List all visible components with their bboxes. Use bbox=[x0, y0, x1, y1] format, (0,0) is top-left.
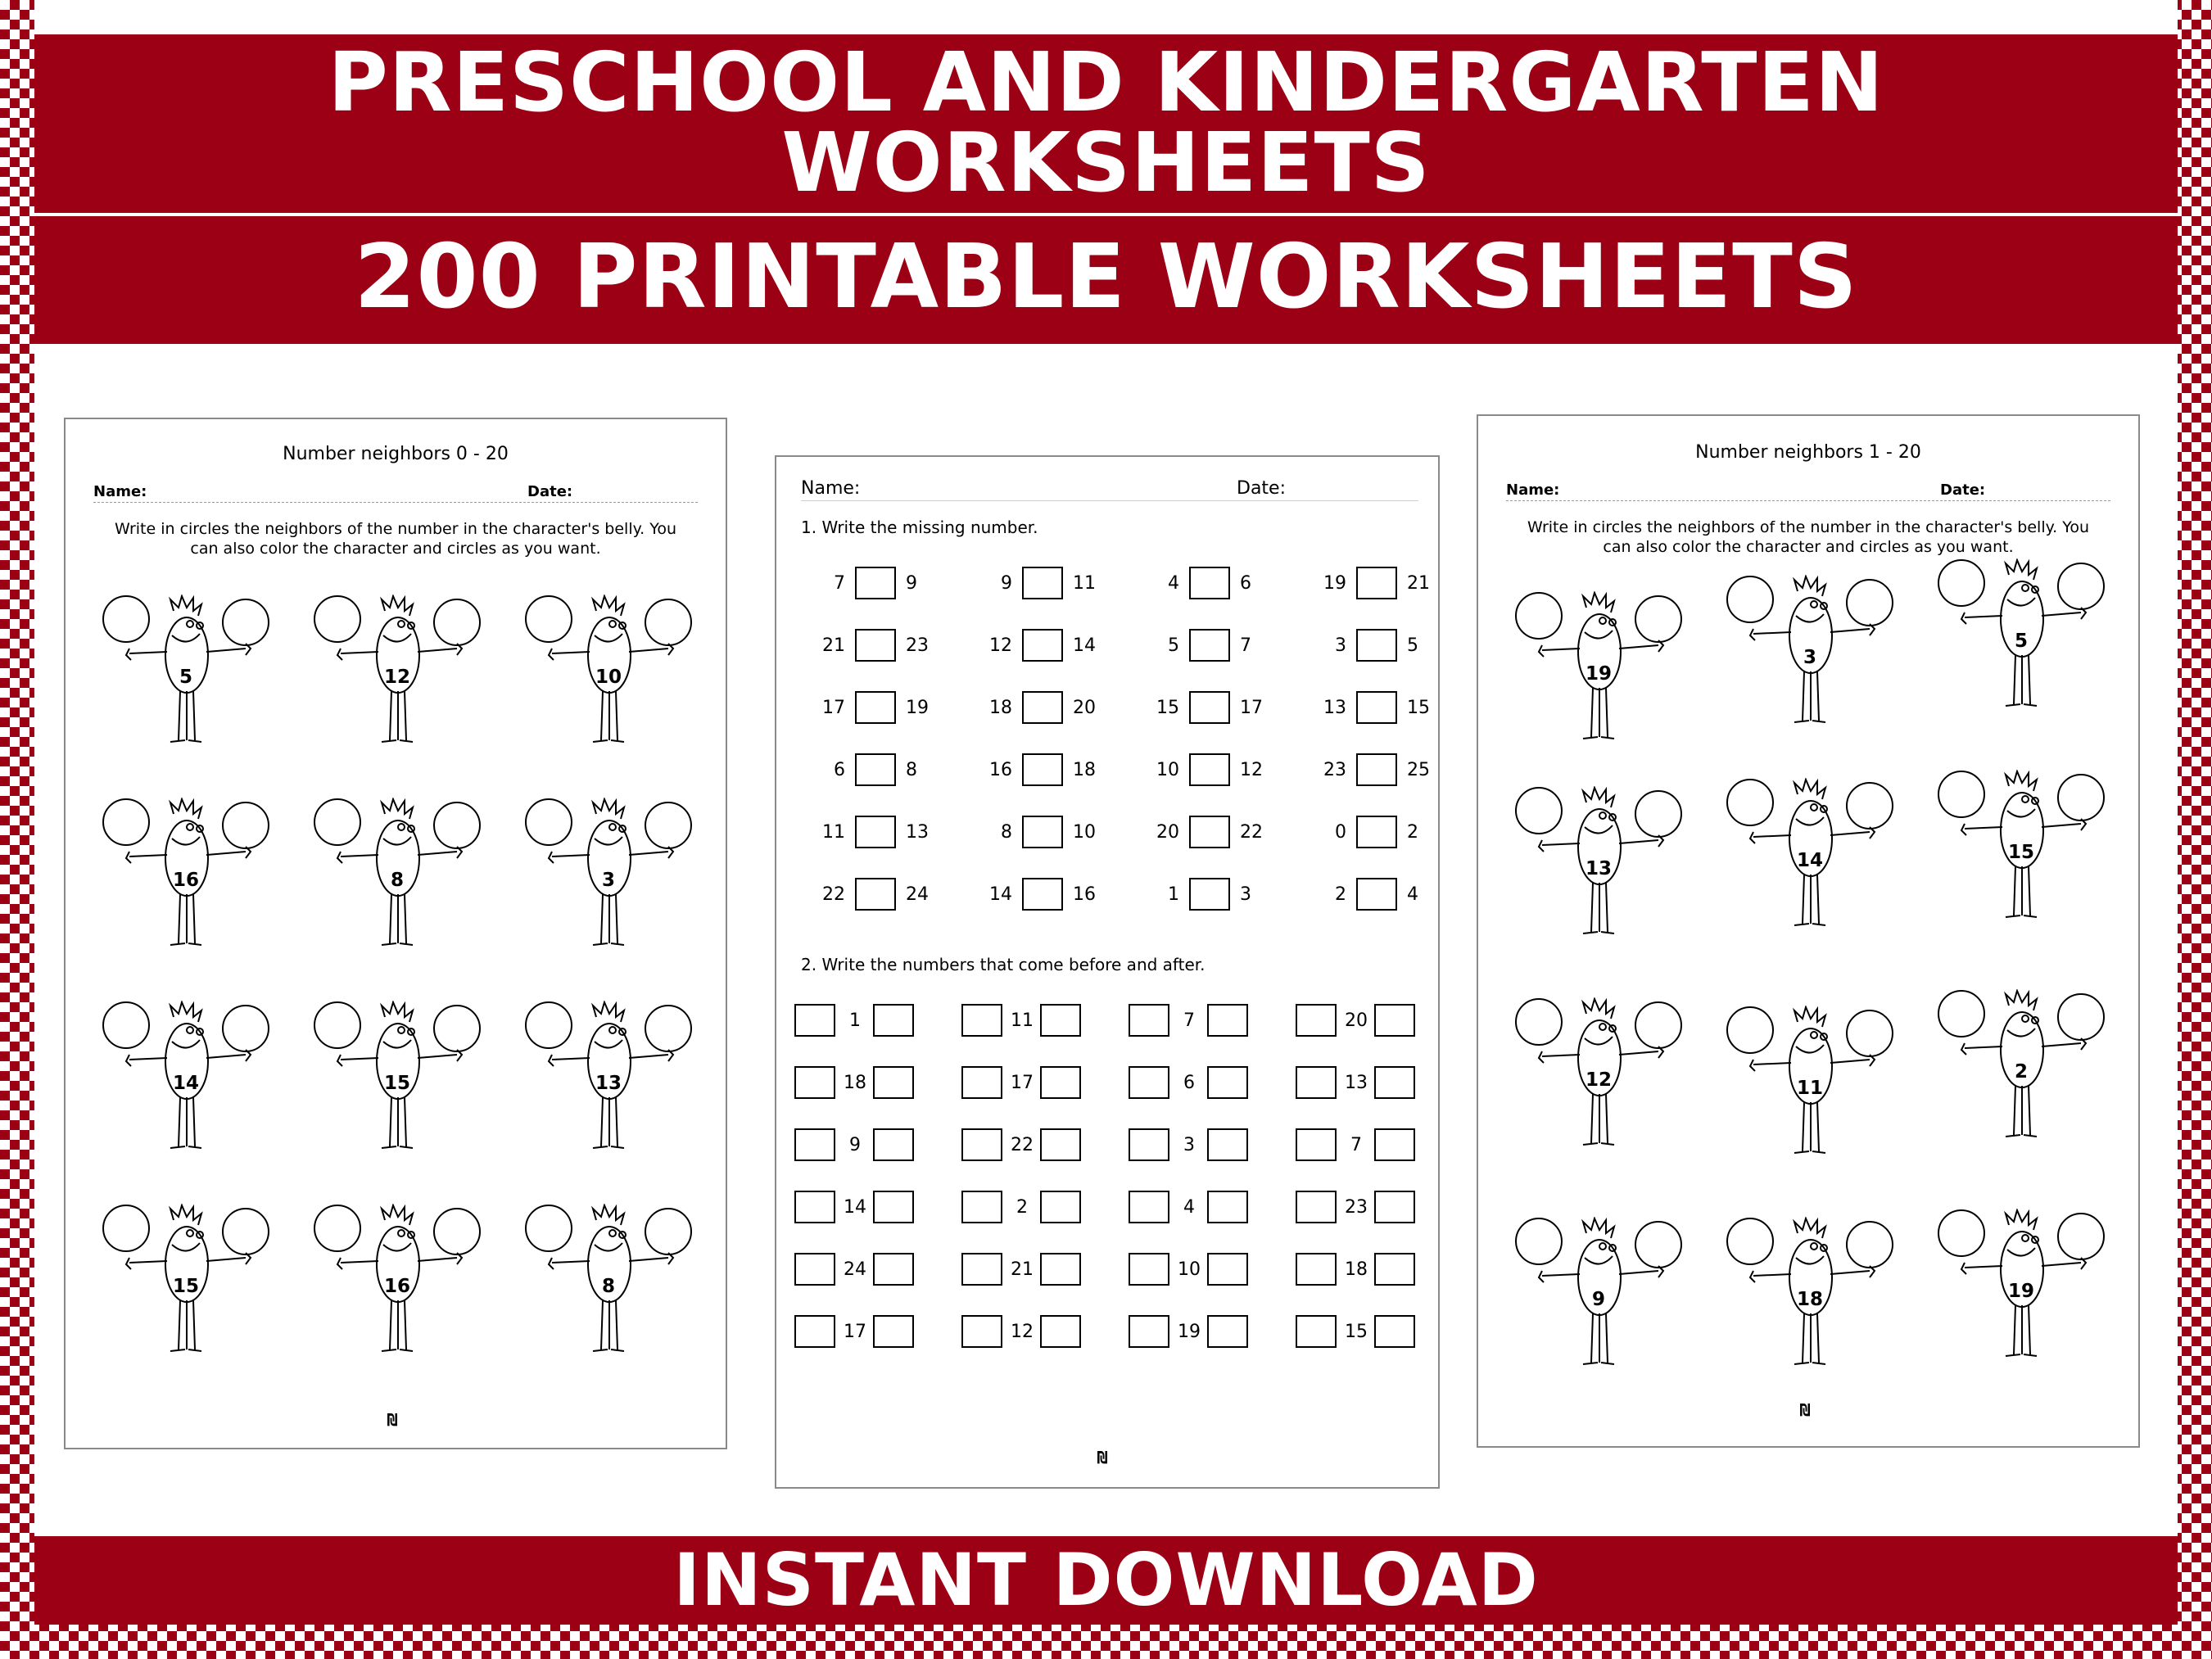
character-figure bbox=[313, 1204, 482, 1359]
before-box[interactable] bbox=[1129, 1253, 1169, 1286]
question-1: 1. Write the missing number. bbox=[801, 518, 1038, 537]
center-number: 7 bbox=[1183, 1010, 1195, 1031]
left-number: 17 bbox=[822, 698, 845, 718]
center-number: 17 bbox=[1011, 1073, 1034, 1093]
missing-number-item bbox=[796, 629, 929, 662]
after-box[interactable] bbox=[1207, 1128, 1248, 1161]
character-figure bbox=[313, 1001, 482, 1156]
title-line-2: WORKSHEETS bbox=[781, 115, 1431, 210]
right-number: 14 bbox=[1073, 635, 1096, 656]
character-figure bbox=[524, 594, 693, 750]
answer-box[interactable] bbox=[855, 816, 896, 848]
worksheet-middle bbox=[775, 455, 1440, 1489]
before-box[interactable] bbox=[1296, 1253, 1337, 1286]
after-box[interactable] bbox=[873, 1315, 914, 1348]
missing-number-item bbox=[963, 878, 1096, 911]
missing-number-item bbox=[963, 816, 1096, 848]
missing-number-item bbox=[1297, 753, 1430, 786]
center-number: 10 bbox=[1178, 1259, 1201, 1280]
date-label: Date: bbox=[527, 483, 573, 500]
before-box[interactable] bbox=[1296, 1004, 1337, 1037]
left-number: 20 bbox=[1156, 822, 1179, 843]
before-after-item bbox=[1296, 1253, 1418, 1286]
right-number: 3 bbox=[1240, 884, 1251, 905]
character-figure bbox=[1514, 997, 1683, 1153]
answer-box[interactable] bbox=[1022, 753, 1063, 786]
left-number: 21 bbox=[822, 635, 845, 656]
center-number: 4 bbox=[1183, 1197, 1195, 1218]
after-box[interactable] bbox=[1207, 1253, 1248, 1286]
belly-number: 2 bbox=[2014, 1061, 2028, 1083]
right-number: 23 bbox=[906, 635, 929, 656]
date-label: Date: bbox=[1237, 478, 1286, 499]
character-figure bbox=[524, 1204, 693, 1359]
missing-number-item bbox=[1130, 878, 1253, 911]
answer-box[interactable] bbox=[1356, 878, 1397, 911]
left-number: 13 bbox=[1323, 698, 1346, 718]
right-number: 12 bbox=[1240, 760, 1263, 780]
answer-box[interactable] bbox=[855, 691, 896, 724]
after-box[interactable] bbox=[1040, 1066, 1081, 1099]
missing-number-item bbox=[1130, 629, 1253, 662]
missing-number-item bbox=[1297, 629, 1420, 662]
before-box[interactable] bbox=[961, 1128, 1002, 1161]
right-number: 10 bbox=[1073, 822, 1096, 843]
after-box[interactable] bbox=[1040, 1004, 1081, 1037]
missing-number-item bbox=[1130, 816, 1263, 848]
character-figure bbox=[102, 594, 270, 750]
answer-box[interactable] bbox=[855, 878, 896, 911]
character-figure bbox=[524, 1001, 693, 1156]
missing-number-item bbox=[963, 691, 1096, 724]
belly-number: 8 bbox=[601, 1276, 615, 1297]
before-after-item bbox=[961, 1128, 1084, 1161]
missing-number-item bbox=[963, 629, 1096, 662]
center-number: 2 bbox=[1016, 1197, 1028, 1218]
right-number: 20 bbox=[1073, 698, 1096, 718]
footer-text: INSTANT DOWNLOAD bbox=[673, 1538, 1539, 1622]
belly-number: 3 bbox=[601, 870, 615, 891]
before-box[interactable] bbox=[794, 1191, 835, 1223]
after-box[interactable] bbox=[873, 1128, 914, 1161]
before-box[interactable] bbox=[961, 1191, 1002, 1223]
belly-number: 12 bbox=[1585, 1069, 1612, 1091]
name-date-line bbox=[801, 475, 1418, 501]
after-box[interactable] bbox=[873, 1253, 914, 1286]
left-number: 4 bbox=[1168, 573, 1179, 594]
before-after-item bbox=[1296, 1128, 1418, 1161]
belly-number: 10 bbox=[595, 667, 622, 688]
before-after-item bbox=[794, 1315, 917, 1348]
missing-number-item bbox=[796, 753, 919, 786]
before-box[interactable] bbox=[794, 1004, 835, 1037]
title-banner bbox=[34, 34, 2178, 213]
belly-number: 18 bbox=[1796, 1289, 1823, 1310]
before-after-item bbox=[794, 1253, 917, 1286]
before-after-item bbox=[1129, 1066, 1251, 1099]
missing-number-item bbox=[1130, 567, 1253, 599]
character-figure bbox=[1514, 786, 1683, 942]
character-figure bbox=[1514, 1217, 1683, 1372]
left-number: 9 bbox=[1001, 573, 1012, 594]
after-box[interactable] bbox=[1040, 1315, 1081, 1348]
missing-number-item bbox=[1297, 878, 1420, 911]
left-number: 10 bbox=[1156, 760, 1179, 780]
center-number: 22 bbox=[1011, 1135, 1034, 1155]
logo-icon: ₪ bbox=[387, 1410, 398, 1430]
left-number: 16 bbox=[989, 760, 1012, 780]
before-box[interactable] bbox=[1296, 1128, 1337, 1161]
belly-number: 16 bbox=[383, 1276, 410, 1297]
belly-number: 15 bbox=[383, 1073, 410, 1094]
worksheet-right bbox=[1477, 414, 2140, 1448]
before-box[interactable] bbox=[1129, 1066, 1169, 1099]
left-number: 22 bbox=[822, 884, 845, 905]
belly-number: 14 bbox=[1796, 850, 1823, 871]
missing-number-item bbox=[796, 816, 929, 848]
name-date-line bbox=[1506, 477, 2110, 501]
answer-box[interactable] bbox=[1022, 629, 1063, 662]
belly-number: 16 bbox=[172, 870, 199, 891]
before-after-item bbox=[961, 1191, 1084, 1223]
after-box[interactable] bbox=[1374, 1004, 1415, 1037]
answer-box[interactable] bbox=[1189, 753, 1230, 786]
left-number: 1 bbox=[1168, 884, 1179, 905]
answer-box[interactable] bbox=[1189, 629, 1230, 662]
right-number: 21 bbox=[1407, 573, 1430, 594]
name-date-line bbox=[93, 478, 698, 503]
center-number: 14 bbox=[844, 1197, 866, 1218]
answer-box[interactable] bbox=[855, 629, 896, 662]
right-number: 11 bbox=[1073, 573, 1096, 594]
worksheet-title: Number neighbors 1 - 20 bbox=[1695, 442, 1921, 463]
center-number: 12 bbox=[1011, 1322, 1034, 1342]
right-number: 18 bbox=[1073, 760, 1096, 780]
before-after-item bbox=[1129, 1128, 1251, 1161]
right-number: 25 bbox=[1407, 760, 1430, 780]
before-after-item bbox=[1296, 1315, 1418, 1348]
before-box[interactable] bbox=[794, 1128, 835, 1161]
right-number: 4 bbox=[1407, 884, 1418, 905]
center-number: 19 bbox=[1178, 1322, 1201, 1342]
after-box[interactable] bbox=[1207, 1191, 1248, 1223]
center-number: 17 bbox=[844, 1322, 866, 1342]
center-number: 11 bbox=[1011, 1010, 1034, 1031]
character-figure bbox=[1726, 778, 1894, 933]
before-box[interactable] bbox=[961, 1066, 1002, 1099]
instruction-text: Write in circles the neighbors of the number in the character's belly. You can also color the character and circles as you want. bbox=[1527, 518, 2089, 556]
right-number: 22 bbox=[1240, 822, 1263, 843]
belly-number: 14 bbox=[172, 1073, 199, 1094]
left-number: 12 bbox=[989, 635, 1012, 656]
footer-banner bbox=[34, 1536, 2178, 1625]
missing-number-item bbox=[963, 567, 1096, 599]
before-after-item bbox=[1129, 1004, 1251, 1037]
question-2: 2. Write the numbers that come before and after. bbox=[801, 955, 1206, 974]
subtitle-text: 200 PRINTABLE WORKSHEETS bbox=[354, 226, 1858, 328]
belly-number: 12 bbox=[383, 667, 410, 688]
belly-number: 15 bbox=[2007, 842, 2034, 863]
belly-number: 19 bbox=[2007, 1281, 2034, 1302]
after-box[interactable] bbox=[873, 1066, 914, 1099]
right-number: 6 bbox=[1240, 573, 1251, 594]
after-box[interactable] bbox=[1207, 1066, 1248, 1099]
before-after-item bbox=[1129, 1253, 1251, 1286]
center-number: 21 bbox=[1011, 1259, 1034, 1280]
center-number: 1 bbox=[849, 1010, 861, 1031]
right-number: 5 bbox=[1407, 635, 1418, 656]
right-number: 8 bbox=[906, 760, 917, 780]
answer-box[interactable] bbox=[1022, 567, 1063, 599]
answer-box[interactable] bbox=[1356, 816, 1397, 848]
before-after-item bbox=[794, 1128, 917, 1161]
logo-icon: ₪ bbox=[1097, 1448, 1108, 1467]
missing-number-item bbox=[963, 753, 1096, 786]
before-after-item bbox=[794, 1066, 917, 1099]
answer-box[interactable] bbox=[1022, 691, 1063, 724]
before-box[interactable] bbox=[1129, 1004, 1169, 1037]
instruction-text: Write in circles the neighbors of the number in the character's belly. You can also color the character and circles as you want. bbox=[115, 520, 676, 558]
answer-box[interactable] bbox=[1189, 691, 1230, 724]
before-after-item bbox=[1296, 1004, 1418, 1037]
after-box[interactable] bbox=[873, 1004, 914, 1037]
date-label: Date: bbox=[1940, 481, 1986, 499]
after-box[interactable] bbox=[1040, 1253, 1081, 1286]
answer-box[interactable] bbox=[1022, 816, 1063, 848]
name-label: Name: bbox=[93, 483, 147, 500]
answer-box[interactable] bbox=[1356, 753, 1397, 786]
before-after-item bbox=[961, 1066, 1084, 1099]
belly-number: 15 bbox=[172, 1276, 199, 1297]
worksheet-title: Number neighbors 0 - 20 bbox=[283, 444, 509, 464]
left-number: 23 bbox=[1323, 760, 1346, 780]
before-box[interactable] bbox=[1129, 1128, 1169, 1161]
before-after-item bbox=[1296, 1191, 1418, 1223]
before-box[interactable] bbox=[1296, 1066, 1337, 1099]
subtitle-banner bbox=[34, 216, 2178, 344]
character-figure bbox=[1726, 1006, 1894, 1161]
character-figure bbox=[313, 594, 482, 750]
before-box[interactable] bbox=[1129, 1315, 1169, 1348]
before-box[interactable] bbox=[1129, 1191, 1169, 1223]
belly-number: 9 bbox=[1591, 1289, 1605, 1310]
character-figure bbox=[1726, 575, 1894, 730]
left-number: 14 bbox=[989, 884, 1012, 905]
right-number: 13 bbox=[906, 822, 929, 843]
left-number: 6 bbox=[834, 760, 845, 780]
after-box[interactable] bbox=[873, 1191, 914, 1223]
after-box[interactable] bbox=[1040, 1128, 1081, 1161]
right-number: 9 bbox=[906, 573, 917, 594]
center-number: 13 bbox=[1345, 1073, 1368, 1093]
before-after-item bbox=[961, 1315, 1084, 1348]
center-number: 7 bbox=[1350, 1135, 1362, 1155]
left-number: 0 bbox=[1335, 822, 1346, 843]
before-box[interactable] bbox=[1296, 1315, 1337, 1348]
character-figure bbox=[1514, 591, 1683, 747]
after-box[interactable] bbox=[1374, 1253, 1415, 1286]
belly-number: 5 bbox=[2014, 631, 2028, 652]
answer-box[interactable] bbox=[855, 567, 896, 599]
answer-box[interactable] bbox=[1356, 567, 1397, 599]
left-number: 11 bbox=[822, 822, 845, 843]
worksheet-left bbox=[64, 418, 727, 1449]
center-number: 24 bbox=[844, 1259, 866, 1280]
before-after-item bbox=[1129, 1191, 1251, 1223]
belly-number: 19 bbox=[1585, 663, 1612, 685]
character-figure bbox=[313, 798, 482, 953]
right-number: 19 bbox=[906, 698, 929, 718]
center-number: 15 bbox=[1345, 1322, 1368, 1342]
answer-box[interactable] bbox=[855, 753, 896, 786]
character-figure bbox=[524, 798, 693, 953]
character-figure bbox=[102, 1204, 270, 1359]
answer-box[interactable] bbox=[1022, 878, 1063, 911]
answer-box[interactable] bbox=[1189, 567, 1230, 599]
after-box[interactable] bbox=[1207, 1004, 1248, 1037]
character-figure bbox=[102, 798, 270, 953]
center-number: 9 bbox=[849, 1135, 861, 1155]
answer-box[interactable] bbox=[1356, 691, 1397, 724]
left-number: 19 bbox=[1323, 573, 1346, 594]
before-after-item bbox=[794, 1004, 917, 1037]
center-number: 18 bbox=[844, 1073, 866, 1093]
answer-box[interactable] bbox=[1189, 878, 1230, 911]
right-number: 24 bbox=[906, 884, 929, 905]
after-box[interactable] bbox=[1374, 1315, 1415, 1348]
before-box[interactable] bbox=[794, 1066, 835, 1099]
logo-icon: ₪ bbox=[1800, 1400, 1811, 1420]
missing-number-item bbox=[1130, 691, 1263, 724]
before-box[interactable] bbox=[961, 1004, 1002, 1037]
after-box[interactable] bbox=[1040, 1191, 1081, 1223]
before-after-item bbox=[961, 1004, 1084, 1037]
left-number: 8 bbox=[1001, 822, 1012, 843]
answer-box[interactable] bbox=[1189, 816, 1230, 848]
missing-number-item bbox=[796, 878, 929, 911]
belly-number: 8 bbox=[390, 870, 404, 891]
left-number: 3 bbox=[1335, 635, 1346, 656]
missing-number-item bbox=[796, 691, 929, 724]
center-number: 20 bbox=[1345, 1010, 1368, 1031]
center-number: 6 bbox=[1183, 1073, 1195, 1093]
belly-number: 5 bbox=[179, 667, 192, 688]
title-line-1: PRESCHOOL AND KINDERGARTEN bbox=[328, 34, 1884, 130]
missing-number-item bbox=[1297, 816, 1420, 848]
left-number: 5 bbox=[1168, 635, 1179, 656]
before-box[interactable] bbox=[961, 1253, 1002, 1286]
before-box[interactable] bbox=[794, 1253, 835, 1286]
after-box[interactable] bbox=[1374, 1191, 1415, 1223]
after-box[interactable] bbox=[1207, 1315, 1248, 1348]
before-after-item bbox=[794, 1191, 917, 1223]
right-number: 15 bbox=[1407, 698, 1430, 718]
before-box[interactable] bbox=[961, 1315, 1002, 1348]
character-figure bbox=[1937, 989, 2106, 1145]
name-label: Name: bbox=[1506, 481, 1560, 499]
character-figure bbox=[1937, 770, 2106, 925]
missing-number-item bbox=[1297, 691, 1430, 724]
left-number: 2 bbox=[1335, 884, 1346, 905]
answer-box[interactable] bbox=[1356, 629, 1397, 662]
before-after-item bbox=[1129, 1315, 1251, 1348]
belly-number: 13 bbox=[1585, 858, 1612, 879]
right-number: 7 bbox=[1240, 635, 1251, 656]
center-number: 23 bbox=[1345, 1197, 1368, 1218]
missing-number-item bbox=[1130, 753, 1263, 786]
before-after-item bbox=[961, 1253, 1084, 1286]
missing-number-item bbox=[796, 567, 919, 599]
center-number: 18 bbox=[1345, 1259, 1368, 1280]
belly-number: 3 bbox=[1803, 647, 1816, 668]
belly-number: 11 bbox=[1796, 1078, 1823, 1099]
before-after-item bbox=[1296, 1066, 1418, 1099]
left-number: 15 bbox=[1156, 698, 1179, 718]
after-box[interactable] bbox=[1374, 1128, 1415, 1161]
missing-number-item bbox=[1297, 567, 1430, 599]
before-box[interactable] bbox=[1296, 1191, 1337, 1223]
character-figure bbox=[1937, 1209, 2106, 1364]
left-number: 18 bbox=[989, 698, 1012, 718]
belly-number: 13 bbox=[595, 1073, 622, 1094]
left-number: 7 bbox=[834, 573, 845, 594]
name-label: Name: bbox=[801, 478, 861, 499]
right-number: 17 bbox=[1240, 698, 1263, 718]
after-box[interactable] bbox=[1374, 1066, 1415, 1099]
character-figure bbox=[1726, 1217, 1894, 1372]
before-box[interactable] bbox=[794, 1315, 835, 1348]
character-figure bbox=[102, 1001, 270, 1156]
center-number: 3 bbox=[1183, 1135, 1195, 1155]
character-figure bbox=[1937, 558, 2106, 714]
right-number: 2 bbox=[1407, 822, 1418, 843]
right-number: 16 bbox=[1073, 884, 1096, 905]
